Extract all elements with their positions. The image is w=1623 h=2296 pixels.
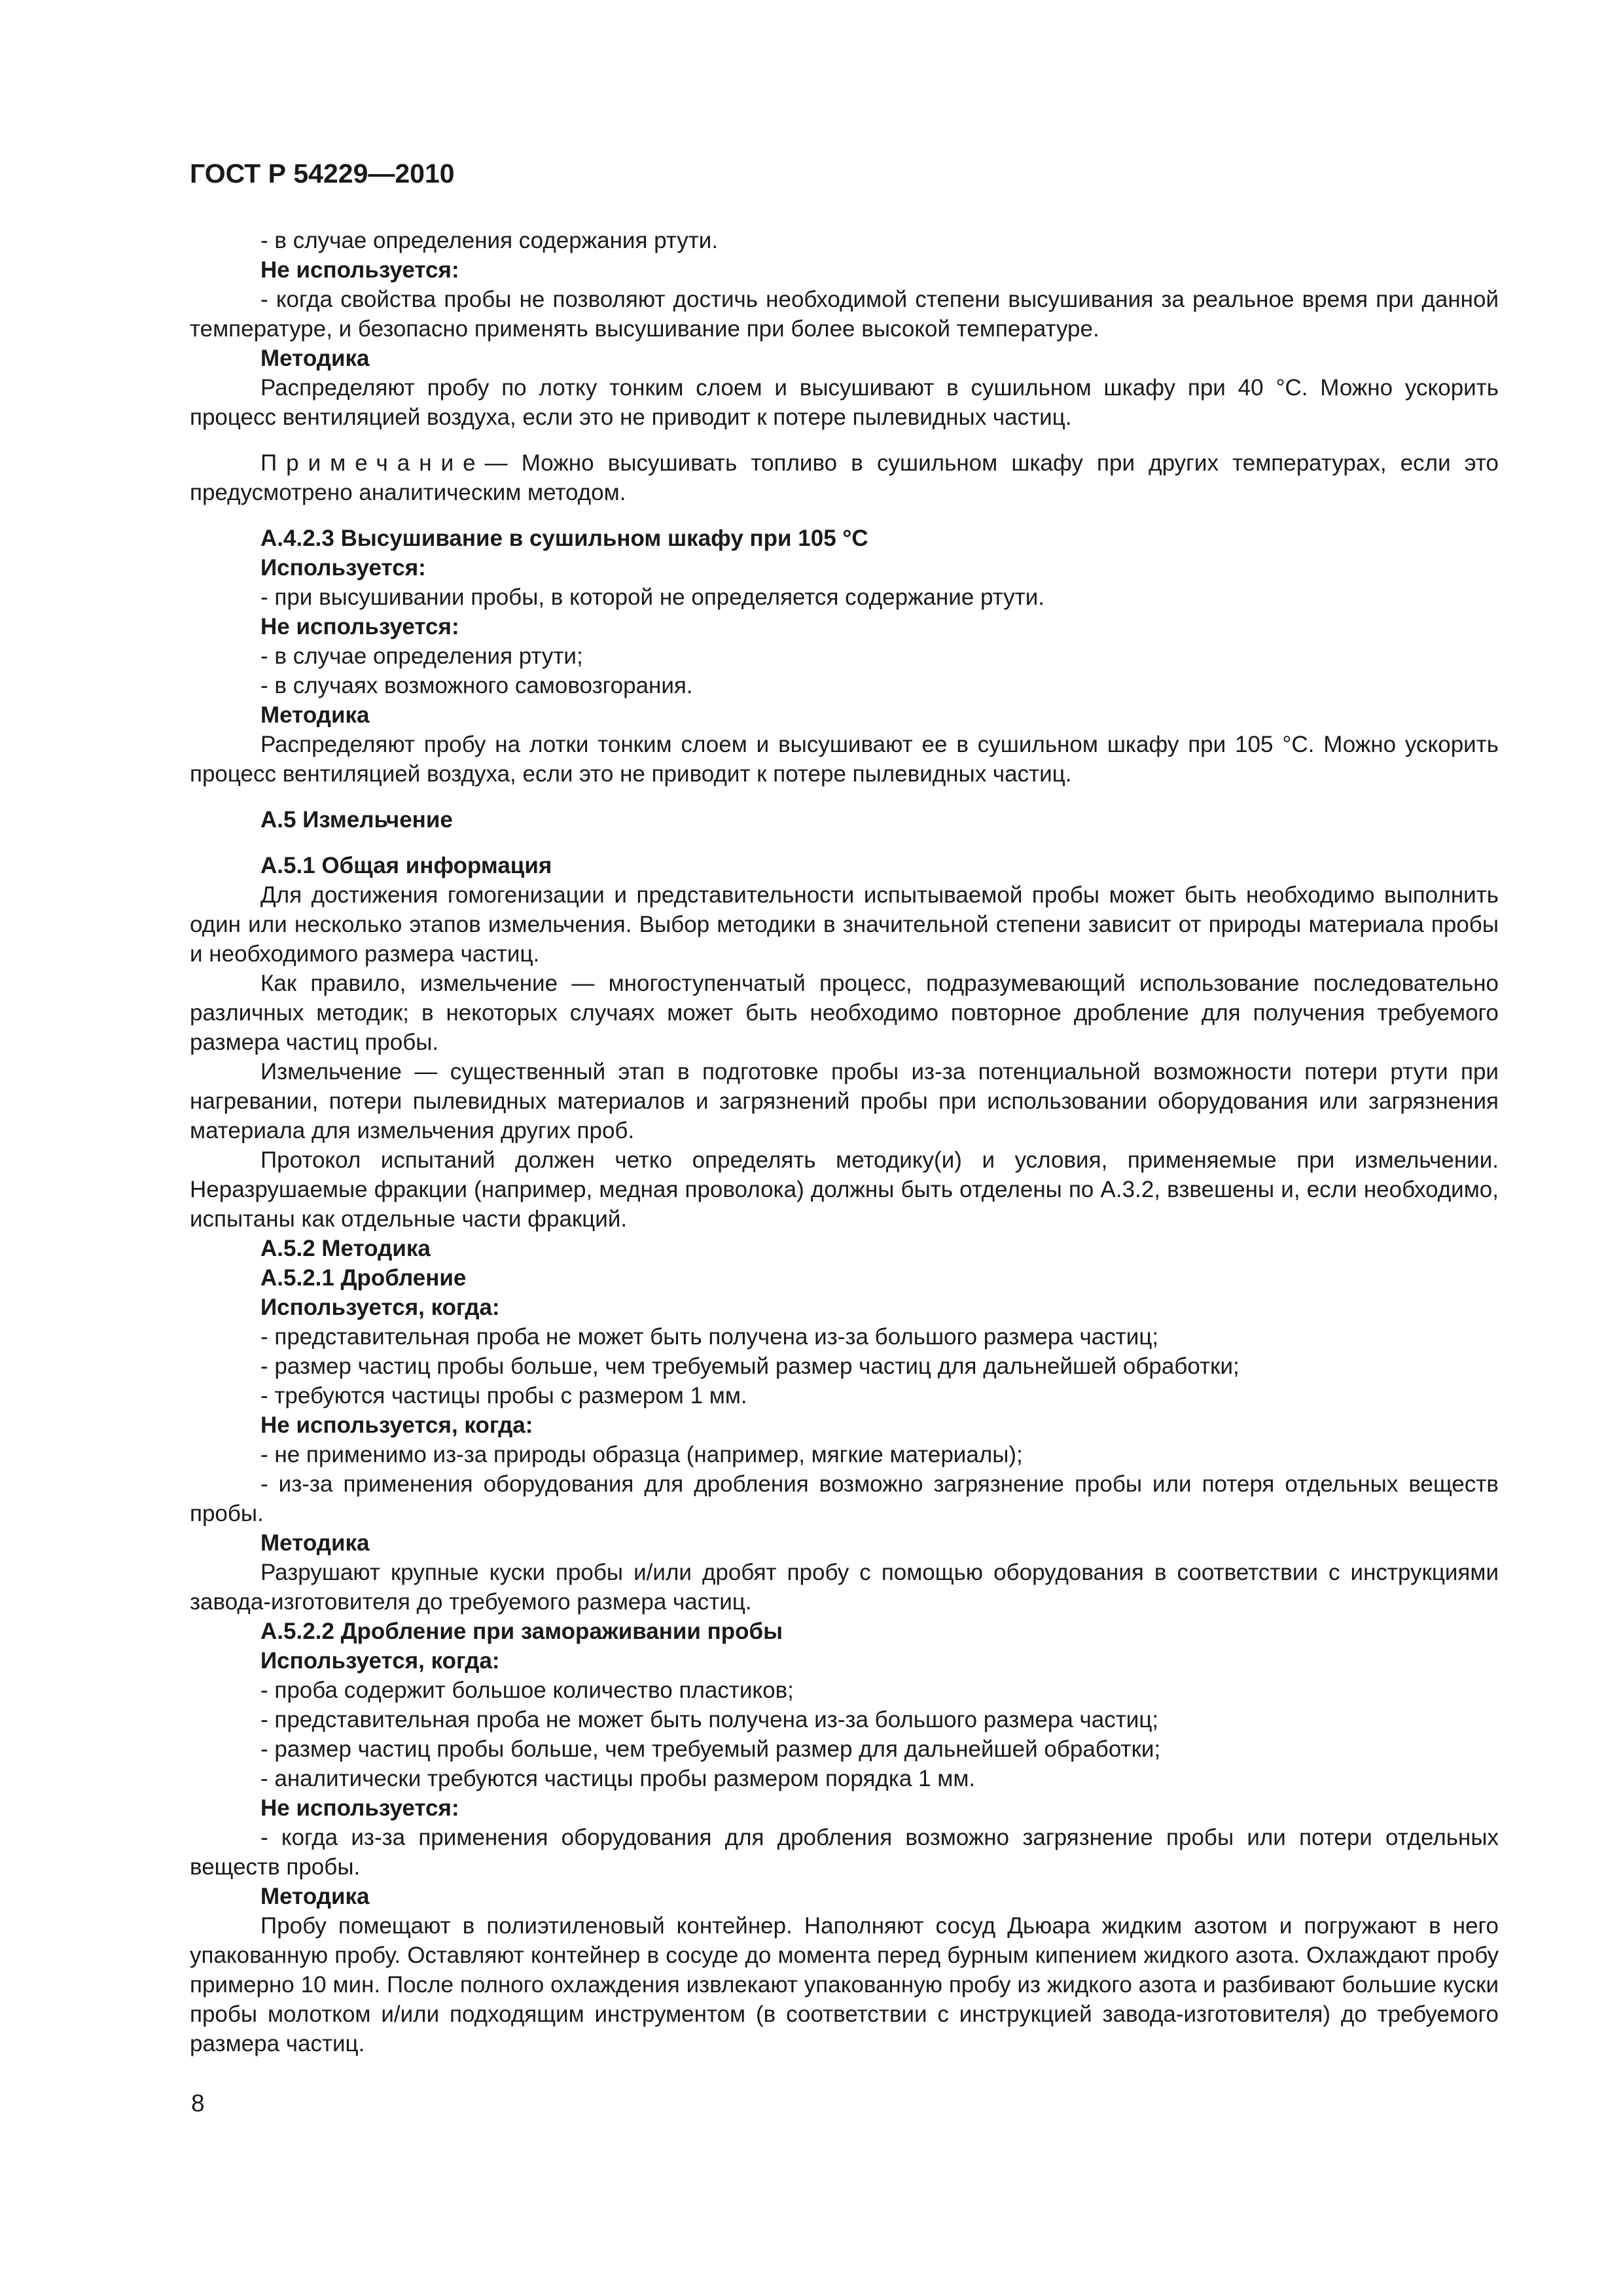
- list-item: - представительная проба не может быть получена из-за большого размера частиц;: [260, 1707, 1159, 1732]
- list-item: - размер частиц пробы больше, чем требуемый размер частиц для дальнейшей обработки;: [260, 1354, 1240, 1379]
- paragraph: Измельчение — существенный этап в подготовке пробы из-за потенциальной возможности потери ртути при нагревании, потери пылевидных материалов и загрязнений пробы при использовании оборудования или загрязнения материала для измельчения других проб.: [190, 1059, 1499, 1143]
- list-item: - в случае определения ртути;: [260, 643, 583, 669]
- list-item: - когда из-за применения оборудования для дробления возможно загрязнение пробы или потери отдельных веществ пробы.: [190, 1825, 1499, 1880]
- paragraph: Для достижения гомогенизации и представительности испытываемой пробы может быть необходимо выполнить один или несколько этапов измельчения. Выбор методики в значительной степени зависит от природы материала пробы и необходимого размера частиц.: [190, 882, 1499, 967]
- page-number: 8: [191, 2090, 205, 2117]
- list-item: - размер частиц пробы больше, чем требуемый размер для дальнейшей обработки;: [260, 1736, 1161, 1762]
- method-text: Распределяют пробу на лотки тонким слоем и высушивают ее в сушильном шкафу при 105 °С. Можно ускорить процесс вентиляцией воздуха, если это не приводит к потере пылевидных частиц.: [190, 732, 1499, 787]
- section-heading-a521: А.5.2.1 Дробление: [260, 1265, 467, 1291]
- used-label: Используется, когда:: [260, 1295, 500, 1320]
- bullet-properties: - когда свойства пробы не позволяют достичь необходимой степени высушивания за реальное время при данной температуре, и безопасно применять высушивание при более высокой температуре.: [190, 287, 1499, 342]
- section-heading-a51: А.5.1 Общая информация: [260, 853, 552, 878]
- note-label: Примечание: [260, 450, 485, 476]
- list-item: - представительная проба не может быть получена из-за большого размера частиц;: [260, 1324, 1159, 1350]
- list-item: - аналитически требуются частицы пробы размером порядка 1 мм.: [260, 1766, 976, 1791]
- not-used-label: Не используется:: [260, 1795, 459, 1821]
- list-item: - из-за применения оборудования для дробления возможно загрязнение пробы или потеря отдельных веществ пробы.: [190, 1471, 1499, 1526]
- list-item: - в случаях возможного самовозгорания.: [260, 673, 693, 698]
- note: [190, 448, 1499, 507]
- method-label: Методика: [260, 1884, 370, 1909]
- list-item: - требуются частицы пробы с размером 1 мм.: [260, 1383, 747, 1408]
- list-item: - не применимо из-за природы образца (например, мягкие материалы);: [260, 1442, 1023, 1467]
- method-text: Распределяют пробу по лотку тонким слоем и высушивают в сушильном шкафу при 40 °С. Можно ускорить процесс вентиляцией воздуха, если это не приводит к потере пылевидных частиц.: [190, 375, 1499, 430]
- document-id-header: ГОСТ Р 54229—2010: [190, 158, 455, 188]
- method-label: Методика: [260, 702, 370, 728]
- used-label: Используется, когда:: [260, 1648, 500, 1674]
- paragraph: Протокол испытаний должен четко определять методику(и) и условия, применяемые при измельчении. Неразрушаемые фракции (например, медная проволока) должны быть отделены по А.3.2, взвешены и, если необходимо, испытаны как отдельные части фракций.: [190, 1147, 1499, 1232]
- method-label: Методика: [260, 346, 370, 371]
- method-text: Пробу помещают в полиэтиленовый контейнер. Наполняют сосуд Дьюара жидким азотом и погружают в него упакованную пробу. Оставляют контейнер в сосуде до момента перед бурным кипением жидкого азота. Охлаждают пробу примерно 10 мин. После полного охлаждения извлекают упакованную пробу из жидкого азота и разбивают большие куски пробы молотком и/или подходящим инструментом (в соответствии с инструкцией завода-изготовителя) до требуемого размера частиц.: [190, 1913, 1499, 2056]
- list-item: - проба содержит большое количество пластиков;: [260, 1677, 794, 1703]
- not-used-label: Не используется, когда:: [260, 1412, 533, 1438]
- list-item: - при высушивании пробы, в которой не определяется содержание ртути.: [260, 584, 1044, 610]
- document-page: [190, 157, 1499, 2058]
- section-heading-a5: А.5 Измельчение: [260, 807, 453, 833]
- method-label: Методика: [260, 1530, 370, 1556]
- section-heading-a52: А.5.2 Методика: [260, 1236, 431, 1261]
- used-label: Используется:: [260, 555, 426, 581]
- paragraph: Как правило, измельчение — многоступенчатый процесс, подразумевающий использование последовательно различных методик; в некоторых случаях может быть необходимо повторное дробление для получения требуемого размера частиц пробы.: [190, 971, 1499, 1055]
- section-heading-a423: А.4.2.3 Высушивание в сушильном шкафу при 105 °С: [260, 526, 868, 551]
- note-text: — Можно высушивать топливо в сушильном шкафу при других температурах, если это предусмотрено аналитическим методом.: [190, 450, 1499, 505]
- not-used-label: Не используется:: [260, 257, 459, 283]
- bullet-mercury: - в случае определения содержания ртути.: [260, 228, 719, 253]
- section-heading-a522: А.5.2.2 Дробление при замораживании пробы: [260, 1619, 783, 1644]
- not-used-label: Не используется:: [260, 614, 459, 639]
- method-text: Разрушают крупные куски пробы и/или дробят пробу с помощью оборудования в соответствии с инструкциями завода-изготовителя до требуемого размера частиц.: [190, 1560, 1499, 1615]
